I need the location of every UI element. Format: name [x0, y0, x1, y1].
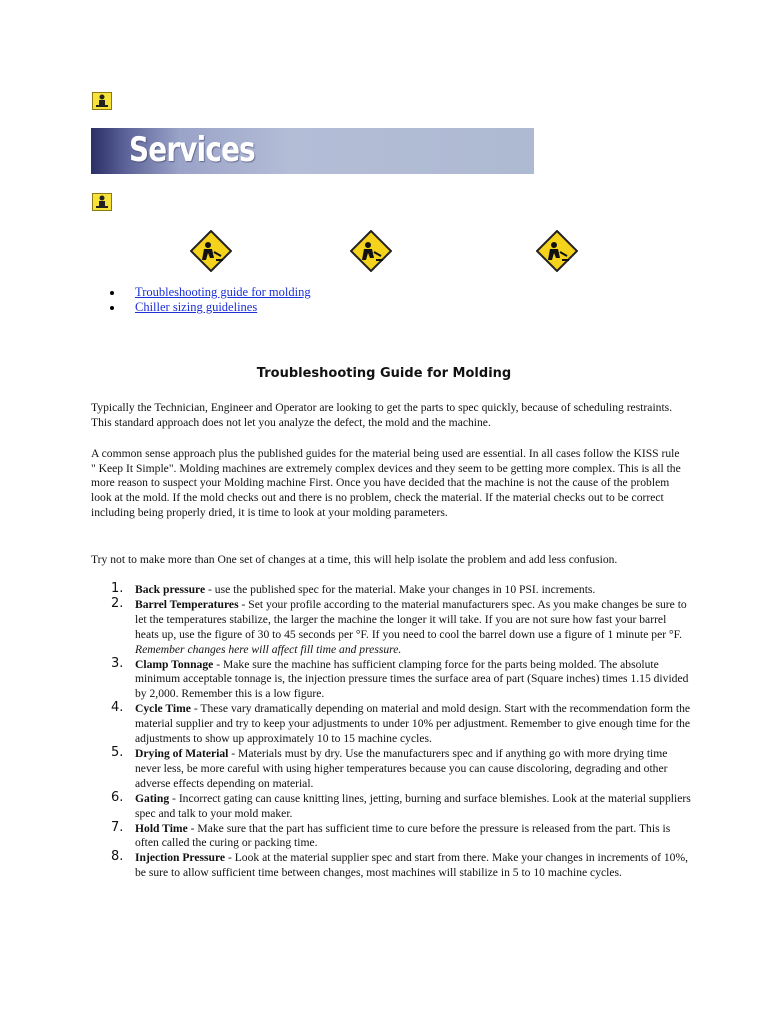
- list-item: [108, 300, 311, 315]
- construction-worker-icon: [92, 92, 112, 110]
- step-title: Back pressure: [135, 583, 206, 596]
- list-item: [91, 702, 691, 747]
- troubleshooting-steps: [91, 583, 691, 881]
- step-text: - Make sure the machine has sufficient clamping force for the parts being molded. The absolute minimum acceptable tonnage is, the injection pressure times the surface area of part (Square inches) times 1.15 divided by 2,000. Remember this is a low figure.: [135, 657, 689, 701]
- approach-paragraph: A common sense approach plus the published guides for the material being used are essential. In all cases follow the KISS rule " Keep It Simple". Molding machines are extremely complex devices and they seem to be getting more complex. This is all the more reason to suspect your Molding machine First. Once you have decided that the machine is not the cause of the problem look at the mold. If the mold checks out and there is no problem, check the material. If the material checks out to be correct including being properly dried, it is time to look at your molding parameters.: [91, 447, 681, 519]
- step-title: Clamp Tonnage: [135, 657, 214, 671]
- step-title: Gating: [135, 791, 170, 805]
- step-text: - These vary dramatically depending on material and mold design. Start with the recommendation form the material supplier and try to keep your adjustments to under 10% per adjustment. Remember to give enough time for the adjustments to show up approximately 10 to 15 machine cycles.: [135, 702, 691, 746]
- troubleshooting-guide-link[interactable]: Troubleshooting guide for molding: [135, 285, 311, 299]
- step-text: - Set your profile according to the material manufacturers spec. As you make changes be sure to let the temperatures stabilize, the larger the machine the longer it will take. If you are not sure how fast your barrel heats up, use the figure of 30 to 45 seconds per °F. If you need to cool the barrel down use a figure of 1 minute per °F.: [135, 597, 687, 641]
- step-text: - Materials must by dry. Use the manufacturers spec and if anything go with more drying time never less, be more careful with using higher temperatures because you can cause discoloring, degrading and other adverse effects depending on material.: [135, 746, 668, 790]
- step-number: 4.: [111, 700, 124, 716]
- advice-paragraph: Try not to make more than One set of changes at a time, this will help isolate the problem and add less confusion.: [91, 553, 618, 566]
- step-title: Cycle Time: [135, 702, 191, 716]
- banner-title: Services: [129, 130, 255, 170]
- step-title: Hold Time: [135, 821, 188, 835]
- list-item: [91, 789, 691, 822]
- page-heading: Troubleshooting Guide for Molding: [256, 366, 512, 381]
- services-link-list: [108, 285, 311, 315]
- men-at-work-sign-icon: [536, 230, 578, 272]
- step-title: Barrel Temperatures: [135, 597, 239, 611]
- men-at-work-sign-icon: [190, 230, 232, 272]
- step-number: 5.: [111, 744, 124, 760]
- step-text: - use the published spec for the material. Make your changes in 10 PSI. increments.: [205, 583, 596, 596]
- list-item: [91, 595, 691, 658]
- step-number: 1.: [111, 581, 124, 596]
- men-at-work-sign-icon: [350, 230, 392, 272]
- list-item: [91, 583, 691, 598]
- step-note: Remember changes here will affect fill time and pressure.: [135, 642, 402, 656]
- step-title: Injection Pressure: [135, 851, 226, 865]
- step-number: 8.: [111, 849, 124, 865]
- step-number: 7.: [111, 819, 124, 835]
- chiller-sizing-link[interactable]: Chiller sizing guidelines: [135, 300, 258, 314]
- step-text: - Look at the material supplier spec and start from there. Make your changes in increments of 10%, be sure to allow sufficient time between changes, most machines will stabilize in 5 to 10 machine cycles.: [135, 851, 689, 880]
- list-item: [91, 851, 691, 881]
- intro-paragraph: Typically the Technician, Engineer and Operator are looking to get the parts to spec quickly, because of scheduling restraints. This standard approach does not let you analyze the defect, the mold and the machine.: [91, 401, 673, 429]
- list-item: [91, 744, 691, 792]
- step-number: 2.: [111, 595, 124, 611]
- step-text: - Incorrect gating can cause knitting lines, jetting, burning and surface blemishes. Look at the material suppliers spec and talk to your mold maker.: [135, 791, 691, 820]
- services-banner: [91, 128, 534, 174]
- list-item: [91, 655, 691, 703]
- construction-worker-icon: [92, 193, 112, 211]
- step-title: Drying of Material: [135, 746, 229, 760]
- step-number: 6.: [111, 789, 124, 805]
- list-item: [108, 285, 311, 300]
- step-text: - Make sure that the part has sufficient time to cure before the pressure is released from the part. This is often called the curing or packing time.: [135, 821, 671, 850]
- list-item: [91, 819, 691, 852]
- step-number: 3.: [111, 655, 124, 671]
